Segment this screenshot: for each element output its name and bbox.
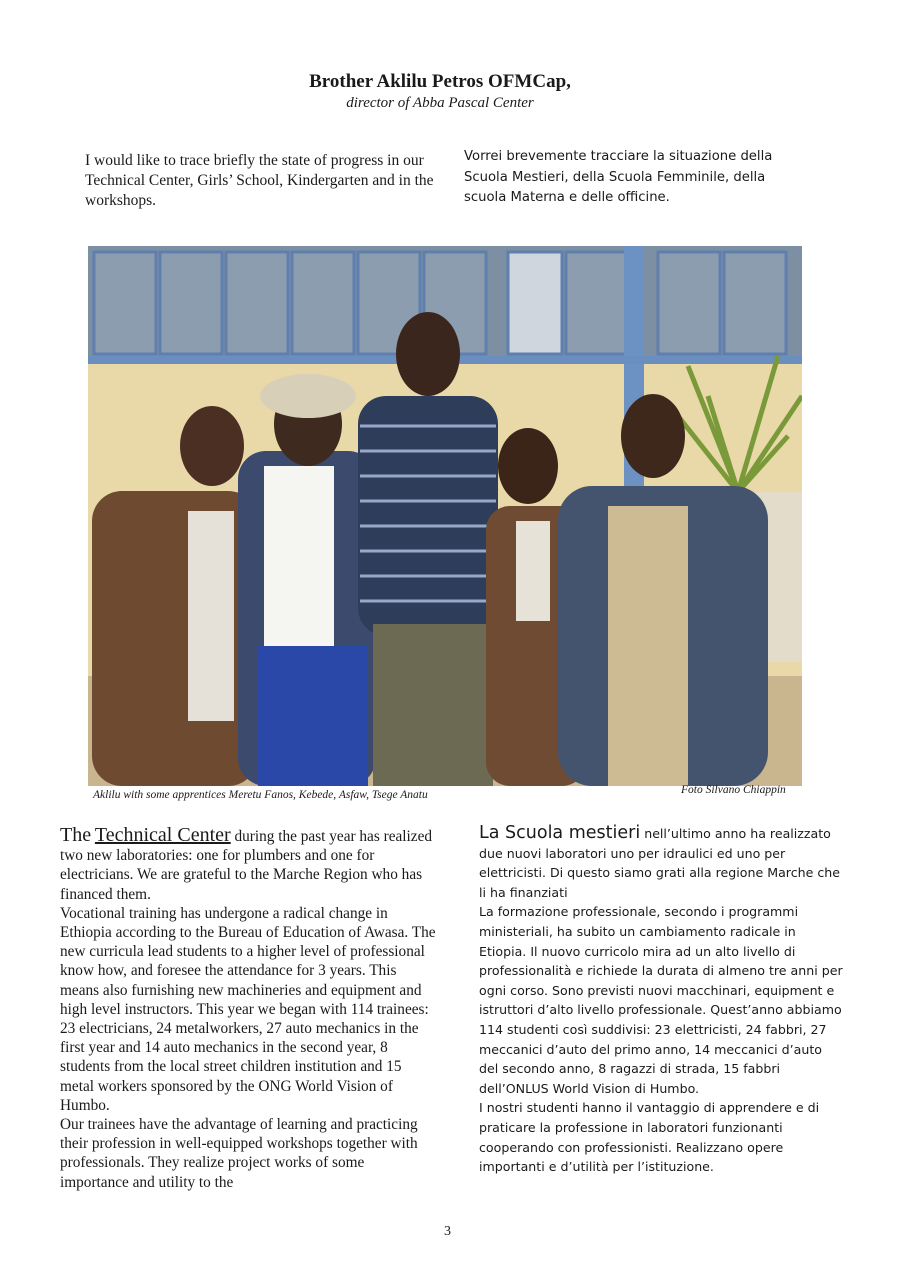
group-photo [88, 246, 802, 786]
paragrafo-2: La formazione professionale, secondo i programmi ministeriali, ha subito un cambiamento radicale in Etiopia. Il nuovo curricolo mira ad un alto livello di professionalità e richiede la durata di almeno tre anni per ogni corso. Sono previsti nuovi macchinari, equipment e istruttori d’alto livello professionale. Quest’anno abbiamo 114 studenti così suddivisi: 23 elettricisti, 24 fabbri, 27 meccanici d’auto del primo anno, 14 meccanici d’auto del secondo anno, 8 ragazzi di strada, 15 fabbri dell’ONLUS World Vision di Humbo. [479, 904, 843, 1096]
article-header [0, 70, 880, 112]
intro-english: I would like to trace briefly the state of progress in our Technical Center, Girls’ School, Kindergarten and in the workshops. [85, 152, 434, 209]
paragraph-3: Our trainees have the advantage of learning and practicing their profession in well-equipped workshops together with professionals. They realize project works of some importance and utility to the [60, 1116, 418, 1191]
author-name: Brother Aklilu Petros OFMCap, [309, 71, 571, 92]
paragrafo-1 [479, 824, 844, 902]
intro-italian: Vorrei brevemente tracciare la situazione della Scuola Mestieri, della Scuola Femminile, della scuola Materna e delle officine. [464, 149, 773, 205]
author-role: director of Abba Pascal Center [346, 95, 534, 111]
paragrafo-1-text: nell’ultimo anno ha realizzato due nuovi laboratori uno per idraulici ed uno per elettricisti. Di questo siamo grati alla regione Marche che li ha finanziati [479, 826, 841, 900]
photo-caption: Aklilu with some apprentices Meretu Fanos, Kebede, Asfaw, Tsege Anatu [93, 789, 428, 801]
article-heading-italian: La Scuola mestieri [479, 823, 641, 843]
paragraph-1 [60, 826, 436, 904]
article-lead-word: The [60, 824, 92, 846]
page-number: 3 [444, 1224, 451, 1239]
photo-credit: Foto Silvano Chiappin [681, 784, 786, 796]
paragrafo-3: I nostri studenti hanno il vantaggio di apprendere e di praticare la professione in laboratori funzionanti cooperando con professionisti. Realizzano opere importanti e d’utilità per l’istituzione. [479, 1100, 820, 1175]
article-italian [479, 824, 844, 1177]
article-english [60, 826, 436, 1192]
paragraph-2: Vocational training has undergone a radical change in Ethiopia according to the Bureau of Education of Awasa. The new curricula lead students to a higher level of professional know how, and foresee the attendance for 3 years. This means also furnishing new machineries and equipment and high level instructors. This year we began with 114 trainees: 23 electricians, 24 metalworkers, 27 auto mechanics in the first year and 14 auto mechanics in the second year, 8 students from the local street children institution and 15 metal workers sponsored by the ONG World Vision of Humbo. [60, 904, 436, 1114]
paragraph-1-text: during the past year has realized two new laboratories: one for plumbers and one for electricians. We are grateful to the Marche Region who has financed them. [60, 828, 433, 903]
technical-center-link[interactable]: Technical Center [94, 824, 231, 846]
